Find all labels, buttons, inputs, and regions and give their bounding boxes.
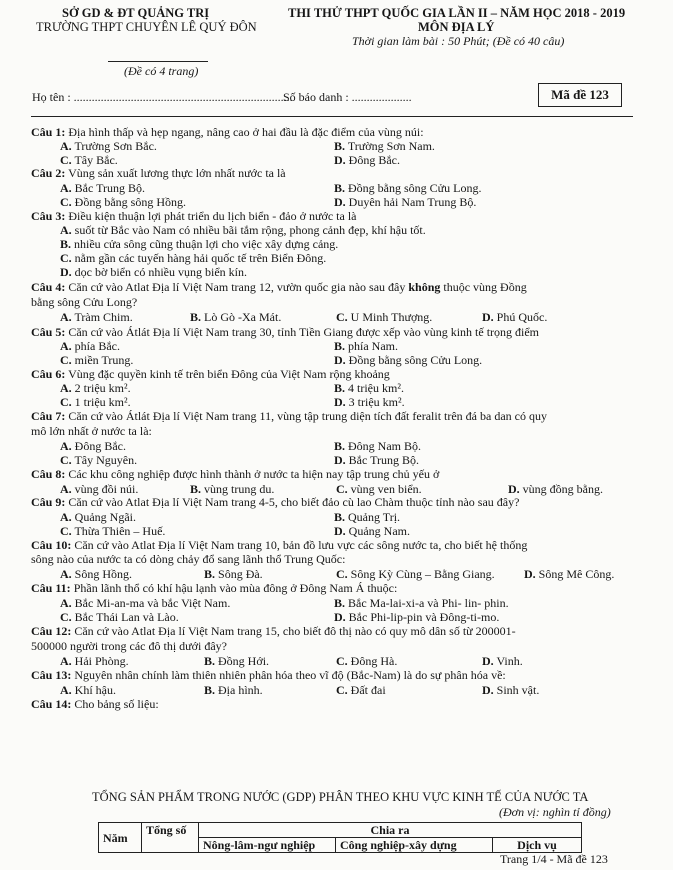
option-text: Sông Hồng. bbox=[74, 567, 133, 581]
option-text: Tràm Chim. bbox=[74, 310, 133, 324]
question-stem bbox=[31, 125, 631, 139]
question-text: Vùng sản xuất lương thực lớn nhất nước ta là bbox=[65, 166, 286, 180]
question-number: Câu 1: bbox=[31, 125, 66, 139]
question-text: Nguyên nhân chính làm thiên nhiên phân hóa theo vĩ độ (Bắc-Nam) là do sự phân hóa về: bbox=[71, 668, 506, 682]
answer-option-d[interactable] bbox=[524, 567, 614, 581]
question-number: Câu 14: bbox=[31, 697, 72, 711]
option-text: suốt từ Bắc vào Nam có nhiều bãi tắm rộng, phong cảnh đẹp, khí hậu tốt. bbox=[74, 223, 426, 237]
option-letter: C. bbox=[60, 153, 72, 167]
option-text: Vinh. bbox=[496, 654, 523, 668]
answer-option-b[interactable] bbox=[334, 510, 400, 524]
option-text: phía Bắc. bbox=[74, 339, 120, 353]
answer-option-b[interactable] bbox=[60, 237, 338, 251]
answer-option-b[interactable] bbox=[204, 654, 269, 668]
table-header-row bbox=[99, 823, 582, 838]
option-letter: D. bbox=[334, 395, 346, 409]
option-text: Đông Bắc. bbox=[74, 439, 126, 453]
question-stem bbox=[31, 367, 631, 381]
question-text-continued: sông nào của nước ta có dòng chảy đổ sang lãnh thổ Trung Quốc: bbox=[31, 552, 346, 566]
option-letter: D. bbox=[334, 195, 346, 209]
answer-option-a[interactable] bbox=[60, 510, 136, 524]
option-letter: C. bbox=[60, 195, 72, 209]
option-letter: D. bbox=[482, 310, 494, 324]
question-text-continued: bằng sông Cửu Long? bbox=[31, 295, 138, 309]
option-letter: D. bbox=[524, 567, 536, 581]
subject-name: MÔN ĐỊA LÝ bbox=[418, 20, 495, 34]
answer-option-b[interactable] bbox=[334, 439, 421, 453]
answer-option-d[interactable] bbox=[334, 153, 400, 167]
question-text: Cho bảng số liệu: bbox=[71, 697, 159, 711]
answer-option-d[interactable] bbox=[482, 683, 539, 697]
question-stem bbox=[31, 325, 631, 339]
option-text: Bắc Ma-lai-xi-a và Phi- lin- phin. bbox=[348, 596, 509, 610]
option-text: Duyên hải Nam Trung Bộ. bbox=[348, 195, 477, 209]
question-text: Vùng đặc quyền kinh tế trên biển Đông của Việt Nam rộng khoảng bbox=[65, 367, 390, 381]
option-text: Địa hình. bbox=[218, 683, 263, 697]
answer-option-b[interactable] bbox=[204, 683, 263, 697]
answer-option-c[interactable] bbox=[60, 453, 137, 467]
answer-option-d[interactable] bbox=[482, 654, 523, 668]
question-stem bbox=[31, 280, 631, 294]
page-footer: Trang 1/4 - Mã đề 123 bbox=[500, 852, 608, 866]
exam-code-box: Mã đề 123 bbox=[538, 83, 622, 107]
option-text: Bắc Trung Bộ. bbox=[348, 453, 420, 467]
option-letter: A. bbox=[60, 439, 72, 453]
question-stem bbox=[31, 495, 631, 509]
option-text: Đông Hà. bbox=[350, 654, 398, 668]
col-service: Dịch vụ bbox=[493, 838, 582, 853]
table-unit: (Đơn vị: nghìn tỉ đồng) bbox=[499, 805, 611, 819]
option-text: Tây Nguyên. bbox=[74, 453, 138, 467]
option-text: Thừa Thiên – Huế. bbox=[74, 524, 166, 538]
question-text: Các khu công nghiệp được hình thành ở nước ta hiện nay tập trung chủ yếu ở bbox=[65, 467, 440, 481]
option-letter: C. bbox=[60, 524, 72, 538]
option-text: vùng trung du. bbox=[204, 482, 275, 496]
answer-option-a[interactable] bbox=[60, 339, 120, 353]
gdp-table bbox=[98, 822, 582, 853]
option-text: Đông Nam Bộ. bbox=[348, 439, 422, 453]
option-text: 3 triệu km². bbox=[348, 395, 405, 409]
answer-option-a[interactable] bbox=[60, 654, 129, 668]
option-letter: D. bbox=[60, 265, 72, 279]
question-text: Căn cứ vào Átlát Địa lí Việt Nam trang 11, vùng tập trung diện tích đất feralit trên đá ba dan có quy bbox=[65, 409, 547, 423]
question-number: Câu 10: bbox=[31, 538, 72, 552]
option-text: U Minh Thượng. bbox=[350, 310, 433, 324]
question-text-continued: 500000 người trong các đô thị dưới đây? bbox=[31, 639, 227, 653]
option-text: Bắc Phi-lip-pin và Đông-ti-mo. bbox=[348, 610, 500, 624]
answer-option-b[interactable] bbox=[204, 567, 263, 581]
option-text: vùng đồng bằng. bbox=[522, 482, 603, 496]
option-text: 2 triệu km². bbox=[74, 381, 131, 395]
option-letter: B. bbox=[334, 439, 346, 453]
answer-option-c[interactable] bbox=[60, 353, 133, 367]
question-stem bbox=[31, 166, 631, 180]
question-text: Căn cứ vào Atlat Địa lí Việt Nam trang 10, bản đồ lưu vực các sông nước ta, cho biết hệ thống bbox=[71, 538, 528, 552]
option-letter: B. bbox=[334, 339, 346, 353]
answer-option-b[interactable] bbox=[334, 339, 398, 353]
option-letter: D. bbox=[482, 683, 494, 697]
question-number: Câu 3: bbox=[31, 209, 66, 223]
col-year: Năm bbox=[99, 823, 142, 853]
question-text: Căn cứ vào Átlát Địa lí Việt Nam trang 30, tỉnh Tiền Giang được xếp vào vùng kinh tế trọng điểm bbox=[65, 325, 540, 339]
option-text: Đất đai bbox=[350, 683, 386, 697]
question-stem bbox=[31, 668, 631, 682]
answer-option-c[interactable] bbox=[60, 610, 179, 624]
option-text: Sinh vật. bbox=[496, 683, 540, 697]
question-text: Căn cứ vào Atlat Địa lí Việt Nam trang 12, vườn quốc gia nào sau đây bbox=[65, 280, 409, 294]
option-text: Bắc Thái Lan và Lào. bbox=[74, 610, 179, 624]
answer-option-d[interactable] bbox=[334, 524, 410, 538]
option-letter: D. bbox=[334, 524, 346, 538]
answer-option-a[interactable] bbox=[60, 482, 138, 496]
option-letter: C. bbox=[60, 251, 72, 265]
option-letter: D. bbox=[334, 153, 346, 167]
option-text: Đồng bằng sông Hồng. bbox=[74, 195, 186, 209]
option-text: Quảng Ngãi. bbox=[74, 510, 136, 524]
answer-option-a[interactable] bbox=[60, 381, 131, 395]
question-number: Câu 13: bbox=[31, 668, 72, 682]
answer-option-d[interactable] bbox=[334, 353, 482, 367]
option-letter: C. bbox=[60, 353, 72, 367]
option-letter: D. bbox=[334, 353, 346, 367]
option-text: 4 triệu km². bbox=[348, 381, 404, 395]
question-text: Phần lãnh thổ có khí hậu lạnh vào mùa đông ở Đông Nam Á thuộc: bbox=[70, 581, 398, 595]
question-number: Câu 6: bbox=[31, 367, 66, 381]
option-letter: C. bbox=[60, 610, 72, 624]
answer-option-b[interactable] bbox=[334, 181, 482, 195]
option-letter: B. bbox=[60, 237, 72, 251]
answer-option-c[interactable] bbox=[60, 251, 326, 265]
option-text: Đông Bắc. bbox=[348, 153, 400, 167]
option-text: Đồng bằng sông Cửu Long. bbox=[348, 353, 483, 367]
answer-option-c[interactable] bbox=[336, 683, 386, 697]
question-number: Câu 8: bbox=[31, 467, 66, 481]
question-stem bbox=[31, 697, 631, 711]
option-letter: A. bbox=[60, 381, 72, 395]
exam-title: THI THỬ THPT QUỐC GIA LẦN II – NĂM HỌC 2018 - 2019 bbox=[288, 6, 626, 20]
name-label: Họ tên : ......................................................................... bbox=[32, 90, 293, 104]
pages-note-line bbox=[108, 61, 208, 62]
option-text: Tây Bắc. bbox=[74, 153, 118, 167]
option-letter: C. bbox=[336, 683, 348, 697]
answer-option-a[interactable] bbox=[60, 139, 157, 153]
option-text: Lò Gò -Xa Mát. bbox=[204, 310, 282, 324]
col-industry: Công nghiệp-xây dựng bbox=[336, 838, 493, 853]
question-number: Câu 12: bbox=[31, 624, 72, 638]
question-text: thuộc vùng Đồng bbox=[440, 280, 527, 294]
answer-option-c[interactable] bbox=[336, 310, 432, 324]
option-text: nằm gần các tuyến hàng hải quốc tế trên Biển Đông. bbox=[74, 251, 327, 265]
option-text: vùng đồi núi. bbox=[74, 482, 139, 496]
option-letter: B. bbox=[334, 381, 346, 395]
school-name: TRƯỜNG THPT CHUYÊN LÊ QUÝ ĐÔN bbox=[36, 20, 257, 34]
option-text: Sông Đà. bbox=[218, 567, 263, 581]
option-letter: C. bbox=[336, 482, 348, 496]
option-letter: B. bbox=[334, 181, 346, 195]
option-text: Quảng Nam. bbox=[348, 524, 410, 538]
option-letter: B. bbox=[190, 482, 202, 496]
col-total: Tổng số bbox=[142, 823, 199, 853]
option-letter: B. bbox=[334, 596, 346, 610]
option-text: Sông Kỳ Cùng – Bằng Giang. bbox=[350, 567, 495, 581]
option-text: vùng ven biển. bbox=[350, 482, 422, 496]
option-text: nhiều cửa sông cũng thuận lợi cho việc xây dựng cảng. bbox=[74, 237, 339, 251]
option-letter: B. bbox=[204, 567, 216, 581]
question-number: Câu 2: bbox=[31, 166, 66, 180]
question-text: Điều kiện thuận lợi phát triển du lịch biển - đảo ở nước ta là bbox=[65, 209, 357, 223]
col-agri: Nông-lâm-ngư nghiệp bbox=[199, 838, 336, 853]
option-text: Trường Sơn Nam. bbox=[347, 139, 435, 153]
option-letter: B. bbox=[334, 139, 346, 153]
answer-option-a[interactable] bbox=[60, 439, 126, 453]
answer-option-d[interactable] bbox=[334, 195, 476, 209]
question-text-continued: mô lớn nhất ở nước ta là: bbox=[31, 424, 152, 438]
col-group: Chia ra bbox=[199, 823, 582, 838]
answer-option-c[interactable] bbox=[336, 567, 495, 581]
option-letter: A. bbox=[60, 596, 72, 610]
pages-note: (Đề có 4 trang) bbox=[124, 64, 199, 78]
option-text: 1 triệu km². bbox=[74, 395, 131, 409]
option-letter: C. bbox=[336, 310, 348, 324]
answer-option-a[interactable] bbox=[60, 596, 230, 610]
question-number: Câu 9: bbox=[31, 495, 66, 509]
option-text: Quảng Trị. bbox=[348, 510, 401, 524]
question-stem bbox=[31, 538, 631, 552]
answer-option-a[interactable] bbox=[60, 310, 133, 324]
option-text: Bắc Trung Bộ. bbox=[74, 181, 146, 195]
dept-name: SỞ GD & ĐT QUẢNG TRỊ bbox=[62, 6, 210, 20]
question-number: Câu 11: bbox=[31, 581, 71, 595]
option-letter: A. bbox=[60, 683, 72, 697]
header-divider bbox=[31, 116, 633, 117]
question-text: Căn cứ vào Atlat Địa lí Việt Nam trang 15, cho biết đô thị nào có quy mô dân số từ 200001- bbox=[71, 624, 516, 638]
option-letter: D. bbox=[508, 482, 520, 496]
question-text: Địa hình thấp và hẹp ngang, nâng cao ở hai đầu là đặc điểm của vùng núi: bbox=[65, 125, 424, 139]
option-letter: A. bbox=[60, 567, 72, 581]
option-letter: C. bbox=[60, 453, 72, 467]
answer-option-b[interactable] bbox=[334, 596, 509, 610]
table-title: TỔNG SẢN PHẨM TRONG NƯỚC (GDP) PHÂN THEO KHU VỰC KINH TẾ CỦA NƯỚC TA bbox=[92, 790, 589, 804]
answer-option-c[interactable] bbox=[336, 654, 397, 668]
option-letter: B. bbox=[334, 510, 346, 524]
option-letter: D. bbox=[482, 654, 494, 668]
question-stem bbox=[31, 209, 631, 223]
option-text: Khí hậu. bbox=[74, 683, 116, 697]
option-letter: A. bbox=[60, 654, 72, 668]
option-text: dọc bờ biển có nhiều vụng biển kín. bbox=[74, 265, 247, 279]
option-letter: A. bbox=[60, 510, 72, 524]
question-number: Câu 4: bbox=[31, 280, 66, 294]
answer-option-d[interactable] bbox=[60, 265, 247, 279]
option-text: Đồng Hới. bbox=[218, 654, 270, 668]
answer-option-c[interactable] bbox=[60, 395, 131, 409]
exam-time: Thời gian làm bài : 50 Phút; (Đề có 40 câu) bbox=[352, 34, 565, 48]
option-text: Bắc Mi-an-ma và bắc Việt Nam. bbox=[74, 596, 231, 610]
answer-option-d[interactable] bbox=[334, 453, 419, 467]
answer-option-d[interactable] bbox=[482, 310, 547, 324]
option-letter: C. bbox=[60, 395, 72, 409]
option-letter: A. bbox=[60, 139, 72, 153]
option-text: Trường Sơn Bắc. bbox=[74, 139, 157, 153]
option-letter: D. bbox=[334, 610, 346, 624]
option-letter: C. bbox=[336, 567, 348, 581]
answer-option-c[interactable] bbox=[60, 153, 118, 167]
answer-option-c[interactable] bbox=[336, 482, 422, 496]
answer-option-d[interactable] bbox=[508, 482, 603, 496]
sbd-label: Số báo danh : .................... bbox=[283, 90, 412, 104]
option-text: Sông Mê Công. bbox=[538, 567, 615, 581]
option-letter: A. bbox=[60, 181, 72, 195]
option-letter: A. bbox=[60, 310, 72, 324]
option-text: Đồng bằng sông Cửu Long. bbox=[348, 181, 482, 195]
question-text: Căn cứ vào Atlat Địa lí Việt Nam trang 4-5, cho biết đảo cù lao Chàm thuộc tỉnh nào sau đây? bbox=[65, 495, 520, 509]
option-letter: A. bbox=[60, 482, 72, 496]
question-number: Câu 7: bbox=[31, 409, 66, 423]
answer-option-b[interactable] bbox=[334, 139, 435, 153]
answer-option-a[interactable] bbox=[60, 223, 426, 237]
option-text: Phú Quốc. bbox=[496, 310, 548, 324]
answer-option-a[interactable] bbox=[60, 181, 145, 195]
question-emphasis: không bbox=[408, 280, 441, 294]
answer-option-c[interactable] bbox=[60, 195, 186, 209]
question-stem bbox=[31, 581, 631, 595]
answer-option-b[interactable] bbox=[334, 381, 404, 395]
answer-option-d[interactable] bbox=[334, 610, 499, 624]
option-letter: A. bbox=[60, 223, 72, 237]
option-text: Hải Phòng. bbox=[74, 654, 129, 668]
option-letter: B. bbox=[204, 683, 216, 697]
question-number: Câu 5: bbox=[31, 325, 66, 339]
option-letter: C. bbox=[336, 654, 348, 668]
option-text: phía Nam. bbox=[348, 339, 399, 353]
answer-option-b[interactable] bbox=[190, 310, 281, 324]
answer-option-d[interactable] bbox=[334, 395, 405, 409]
option-letter: D. bbox=[334, 453, 346, 467]
answer-option-c[interactable] bbox=[60, 524, 165, 538]
question-stem bbox=[31, 409, 631, 423]
answer-option-a[interactable] bbox=[60, 683, 116, 697]
option-letter: B. bbox=[190, 310, 202, 324]
question-stem bbox=[31, 624, 631, 638]
option-letter: A. bbox=[60, 339, 72, 353]
answer-option-a[interactable] bbox=[60, 567, 132, 581]
option-text: miền Trung. bbox=[74, 353, 134, 367]
option-letter: B. bbox=[204, 654, 216, 668]
answer-option-b[interactable] bbox=[190, 482, 274, 496]
question-stem bbox=[31, 467, 631, 481]
